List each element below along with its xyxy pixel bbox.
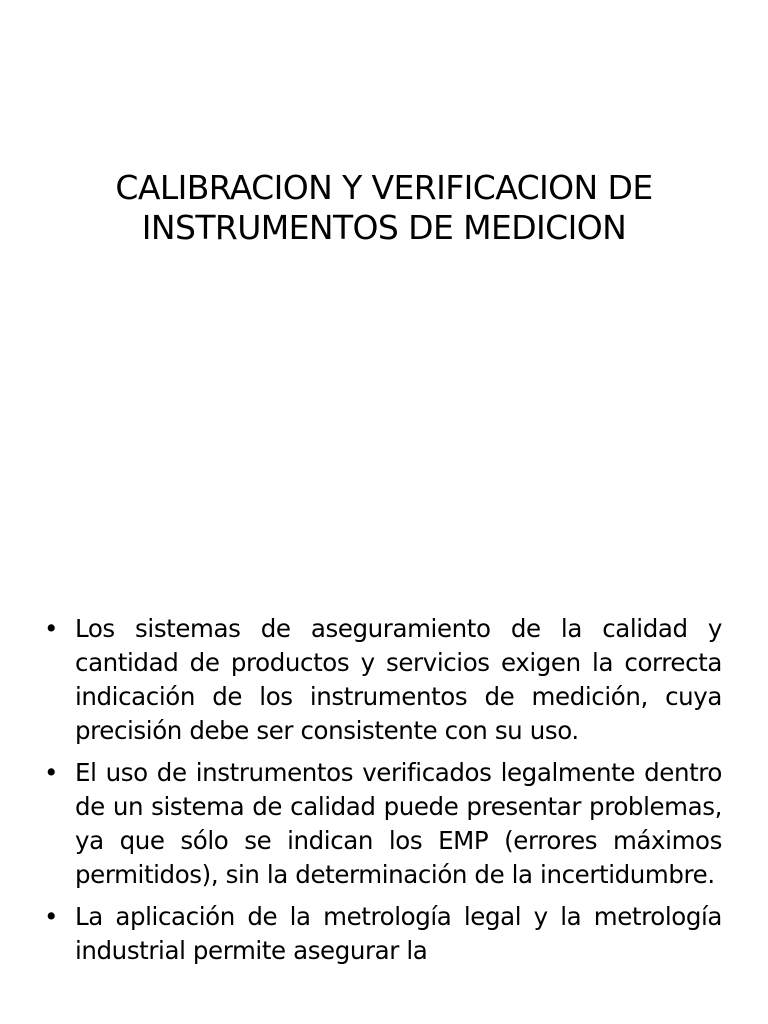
title-line-1: CALIBRACION Y VERIFICACION DE xyxy=(115,168,653,207)
bullet-text: El uso de instrumentos verificados legalmente dentro de un sistema de calidad puede presentar problemas, ya que sólo se indican los EMP (errores máximos permitidos), sin la determinación de la incertidumbre. xyxy=(75,758,722,889)
bullet-text: La aplicación de la metrología legal y la metrología industrial permite asegurar la xyxy=(75,902,722,965)
bullet-dot-icon: • xyxy=(44,614,59,643)
title-line-2: INSTRUMENTOS DE MEDICION xyxy=(141,208,627,248)
bullet-item-2 xyxy=(44,756,722,892)
bullet-item-3 xyxy=(44,900,722,968)
bullet-item-1 xyxy=(44,612,722,748)
bullet-text: Los sistemas de aseguramiento de la calidad y cantidad de productos y servicios exigen la correcta indicación de los instrumentos de medición, cuya precisión debe ser consistente con su uso. xyxy=(75,614,722,745)
bullet-dot-icon: • xyxy=(44,758,59,787)
bullet-list xyxy=(44,612,722,968)
slide-title xyxy=(40,168,728,249)
bullet-dot-icon: • xyxy=(44,902,59,931)
